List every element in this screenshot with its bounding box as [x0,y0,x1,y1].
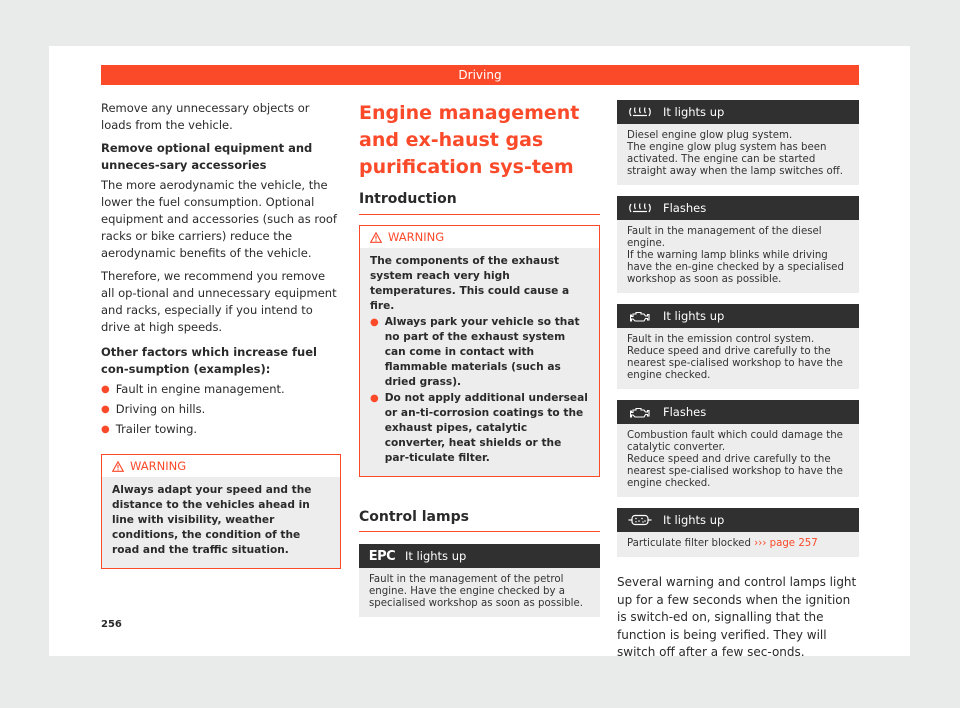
bullet-icon: ● [370,317,379,328]
lamp-description: Fault in the management of the petrol engine. Have the engine checked by a specialised workshop as soon as possible. [359,568,600,617]
lamp-header [617,304,859,328]
lamp-state: It lights up [405,549,467,563]
glow-plug-icon [617,106,663,118]
bullet-icon: ● [370,393,379,404]
lamp-header [617,196,859,220]
list-item: ● Trailer towing. [101,422,198,436]
control-lamps-heading: Control lamps [359,509,469,525]
epc-lamp-entry [359,544,600,617]
lamp-header [617,400,859,424]
lamp-header [617,508,859,532]
section-main-title: Engine management and ex-haust gas purification sys-tem [359,102,580,178]
engine-icon [617,406,663,419]
exhaust-warning-box [359,225,600,477]
aerodynamics-paragraph: The more aerodynamic the vehicle, the lower the fuel consumption. Optional equipment and accessories (such as roof racks or bike carriers) reduce the aerodynamic benefits of the vehicle. [101,178,337,260]
emission-flashes-entry [617,400,859,497]
factors-list [101,381,341,438]
lamp-header [617,100,859,124]
lamp-description: Particulate filter blocked ››› page 257 [617,532,859,557]
lamp-description: Fault in the emission control system. Reduce speed and drive carefully to the nearest spe-cialised workshop to have the engine checked. [617,328,859,389]
introduction-heading-block [359,189,600,215]
optional-equipment-heading: Remove optional equipment and unneces-sary accessories [101,141,313,172]
particulate-filter-icon [617,514,663,526]
recommendation-paragraph: Therefore, we recommend you remove all op-tional and unnecessary equipment and racks, especially if you intend to drive at high speeds. [101,269,337,334]
warning-header: WARNING [102,455,340,477]
control-lamps-heading-block [359,507,600,532]
lamp-state: It lights up [663,513,725,527]
lamp-state: Flashes [663,201,707,215]
lamp-state: It lights up [663,105,725,119]
emission-lights-entry [617,304,859,389]
lamp-header [359,544,600,568]
introduction-heading: Introduction [359,191,457,207]
warning-header: WARNING [360,226,599,248]
lamp-description: Diesel engine glow plug system. The engine glow plug system has been activated. The engine can be started straight away when the lamp switches off. [617,124,859,185]
glow-plug-flashes-entry [617,196,859,293]
driving-warning-box [101,454,341,569]
lamp-state: Flashes [663,405,707,419]
particulate-filter-entry [617,508,859,557]
intro-paragraph: Remove any unnecessary objects or loads from the vehicle. [101,101,310,132]
left-column [101,100,341,569]
warning-body: The components of the exhaust system reach very high temperatures. This could cause a fire. ● Always park your vehicle so that no part of the exhaust system can come in contact with flammable materials (such as dried grass). ● Do not apply additional underseal or an-ti-corrosion coatings to the exhaust pipes, catalytic converter, heat shields or the par-ticulate filter. [360,248,599,476]
right-column [617,100,859,668]
glow-plug-lights-entry [617,100,859,185]
middle-column [359,100,600,617]
lamp-state: It lights up [663,309,725,323]
closing-paragraph: Several warning and control lamps light up for a few seconds when the ignition is switch-ed on, signalling that the function is being verified. They will switch off after a few sec-onds. [617,575,857,659]
bullet-icon: ● [101,404,110,415]
page-reference-link[interactable]: ››› page 257 [754,538,818,549]
bullet-icon: ● [101,424,110,435]
list-item: ● Driving on hills. [101,402,206,416]
list-item: ● Do not apply additional underseal or an-ti-corrosion coatings to the exhaust pipes, catalytic converter, heat shields or the par-ticulate filter. [370,392,588,464]
glow-plug-icon [617,202,663,214]
list-item: ● Always park your vehicle so that no part of the exhaust system can come in contact with flammable materials (such as dried grass). [370,316,580,388]
epc-icon: EPC [368,548,396,564]
warning-triangle-icon [370,232,382,243]
engine-icon [617,310,663,323]
chapter-header: Driving [101,65,859,85]
list-item: ● Fault in engine management. [101,382,285,396]
bullet-icon: ● [101,384,110,395]
lamp-description: Fault in the management of the diesel engine. If the warning lamp blinks while driving have the en-gine checked by a specialised workshop as soon as possible. [617,220,859,293]
warning-triangle-icon [112,461,124,472]
lamp-description: Combustion fault which could damage the catalytic converter. Reduce speed and drive carefully to the nearest spe-cialised workshop to have the engine checked. [617,424,859,497]
other-factors-heading: Other factors which increase fuel con-sumption (examples): [101,345,317,376]
warning-body: Always adapt your speed and the distance to the vehicles ahead in line with visibility, weather conditions, the condition of the road and the traffic situation. [102,477,340,568]
page-number: 256 [101,619,122,630]
